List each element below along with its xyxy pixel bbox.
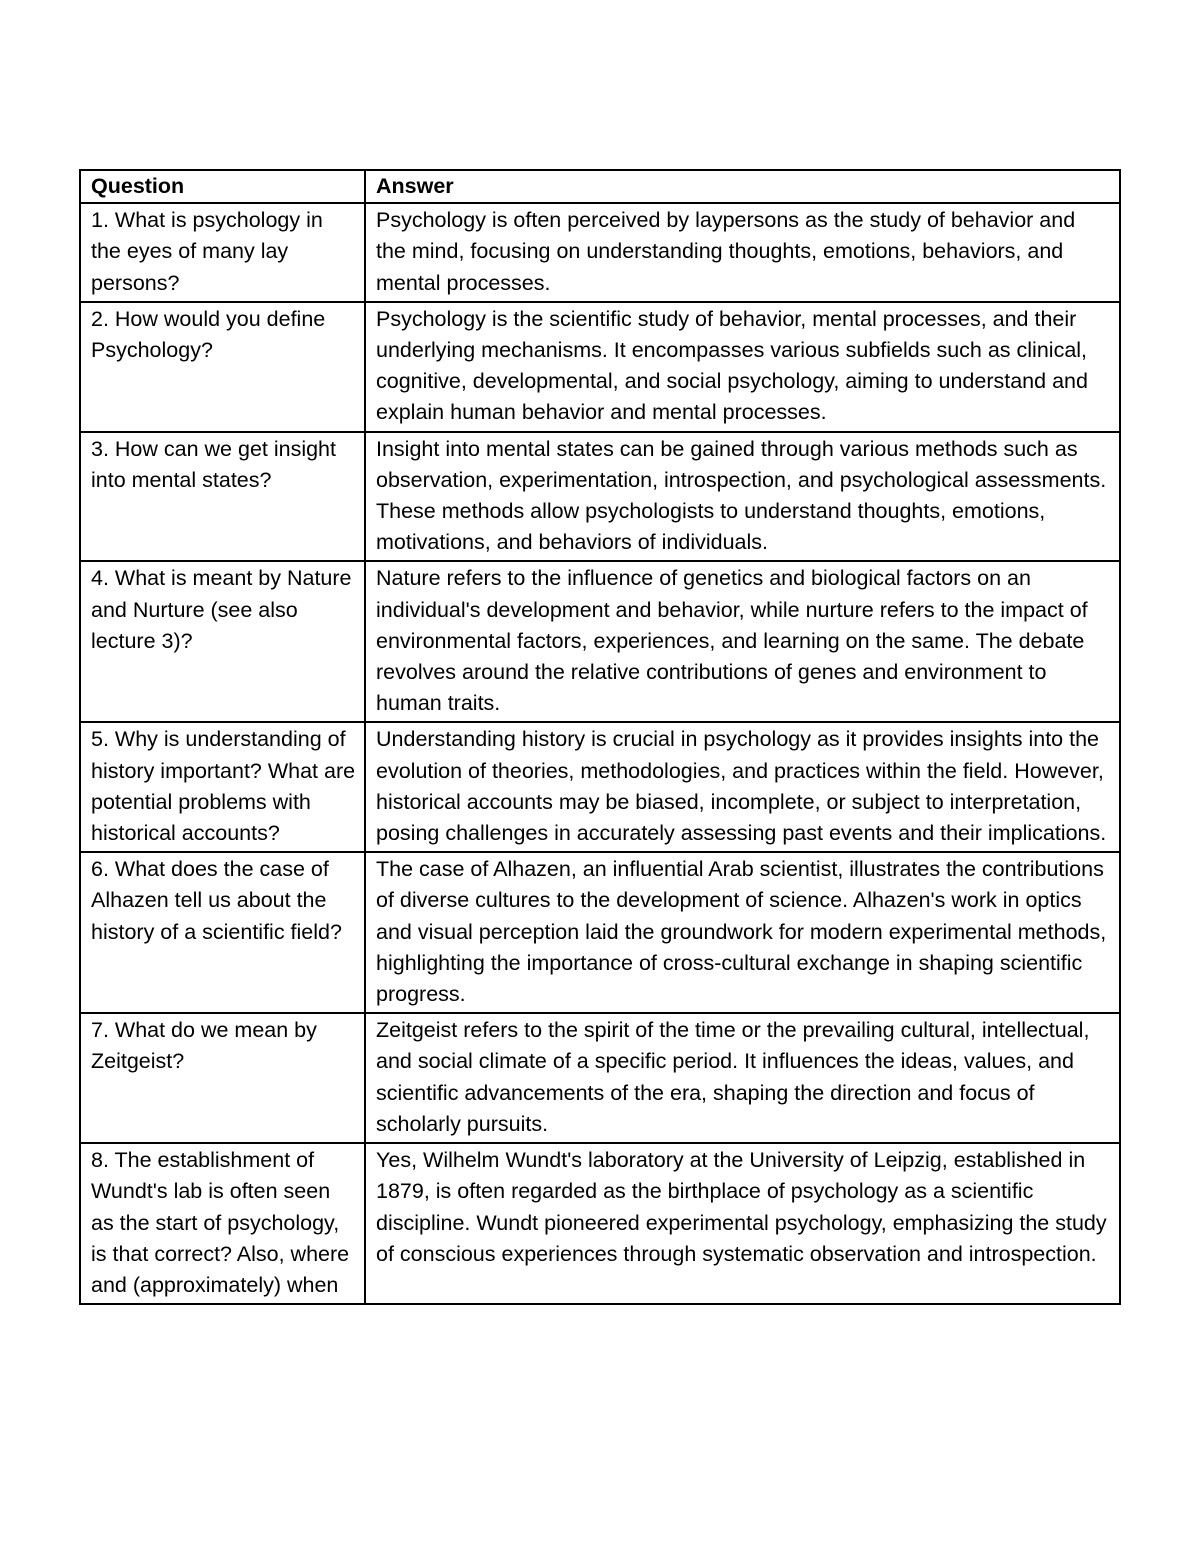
question-cell: 2. How would you define Psychology? — [80, 302, 365, 432]
answer-cell: Understanding history is crucial in psychology as it provides insights into the evolution of theories, methodologies, and practices within the field. However, historical accounts may be biased, incomplete, or subject to interpretation, posing challenges in accurately assessing past events and their implications. — [365, 722, 1120, 852]
question-column-header: Question — [80, 170, 365, 203]
answer-cell: Psychology is the scientific study of behavior, mental processes, and their underlying mechanisms. It encompasses various subfields such as clinical, cognitive, developmental, and social psychology, aiming to understand and explain human behavior and mental processes. — [365, 302, 1120, 432]
answer-cell: Nature refers to the influence of genetics and biological factors on an individual's development and behavior, while nurture refers to the impact of environmental factors, experiences, and learning on the same. The debate revolves around the relative contributions of genes and environment to human traits. — [365, 561, 1120, 722]
answer-cell: Yes, Wilhelm Wundt's laboratory at the University of Leipzig, established in 1879, is often regarded as the birthplace of psychology as a scientific discipline. Wundt pioneered experimental psychology, emphasizing the study of conscious experiences through systematic observation and introspection. — [365, 1143, 1120, 1304]
table-row — [80, 1143, 1120, 1304]
question-cell: 7. What do we mean by Zeitgeist? — [80, 1013, 365, 1143]
question-cell: 1. What is psychology in the eyes of many lay persons? — [80, 203, 365, 302]
header-row — [80, 170, 1120, 203]
table-header — [80, 170, 1120, 203]
answer-cell: Psychology is often perceived by laypersons as the study of behavior and the mind, focusing on understanding thoughts, emotions, behaviors, and mental processes. — [365, 203, 1120, 302]
question-cell: 6. What does the case of Alhazen tell us about the history of a scientific field? — [80, 852, 365, 1013]
table-row — [80, 852, 1120, 1013]
question-cell: 8. The establishment of Wundt's lab is often seen as the start of psychology, is that correct? Also, where and (approximately) when — [80, 1143, 365, 1304]
question-cell: 5. Why is understanding of history important? What are potential problems with historical accounts? — [80, 722, 365, 852]
table-row — [80, 561, 1120, 722]
answer-cell: Insight into mental states can be gained through various methods such as observation, experimentation, introspection, and psychological assessments. These methods allow psychologists to understand thoughts, emotions, motivations, and behaviors of individuals. — [365, 432, 1120, 562]
table-row — [80, 302, 1120, 432]
table-row — [80, 1013, 1120, 1143]
question-cell: 4. What is meant by Nature and Nurture (see also lecture 3)? — [80, 561, 365, 722]
question-cell: 3. How can we get insight into mental states? — [80, 432, 365, 562]
answer-cell: Zeitgeist refers to the spirit of the time or the prevailing cultural, intellectual, and social climate of a specific period. It influences the ideas, values, and scientific advancements of the era, shaping the direction and focus of scholarly pursuits. — [365, 1013, 1120, 1143]
table-row — [80, 203, 1120, 302]
answer-column-header: Answer — [365, 170, 1120, 203]
table-row — [80, 722, 1120, 852]
qa-table — [79, 169, 1121, 1305]
answer-cell: The case of Alhazen, an influential Arab scientist, illustrates the contributions of diverse cultures to the development of science. Alhazen's work in optics and visual perception laid the groundwork for modern experimental methods, highlighting the importance of cross-cultural exchange in shaping scientific progress. — [365, 852, 1120, 1013]
table-body — [80, 203, 1120, 1304]
table-row — [80, 432, 1120, 562]
